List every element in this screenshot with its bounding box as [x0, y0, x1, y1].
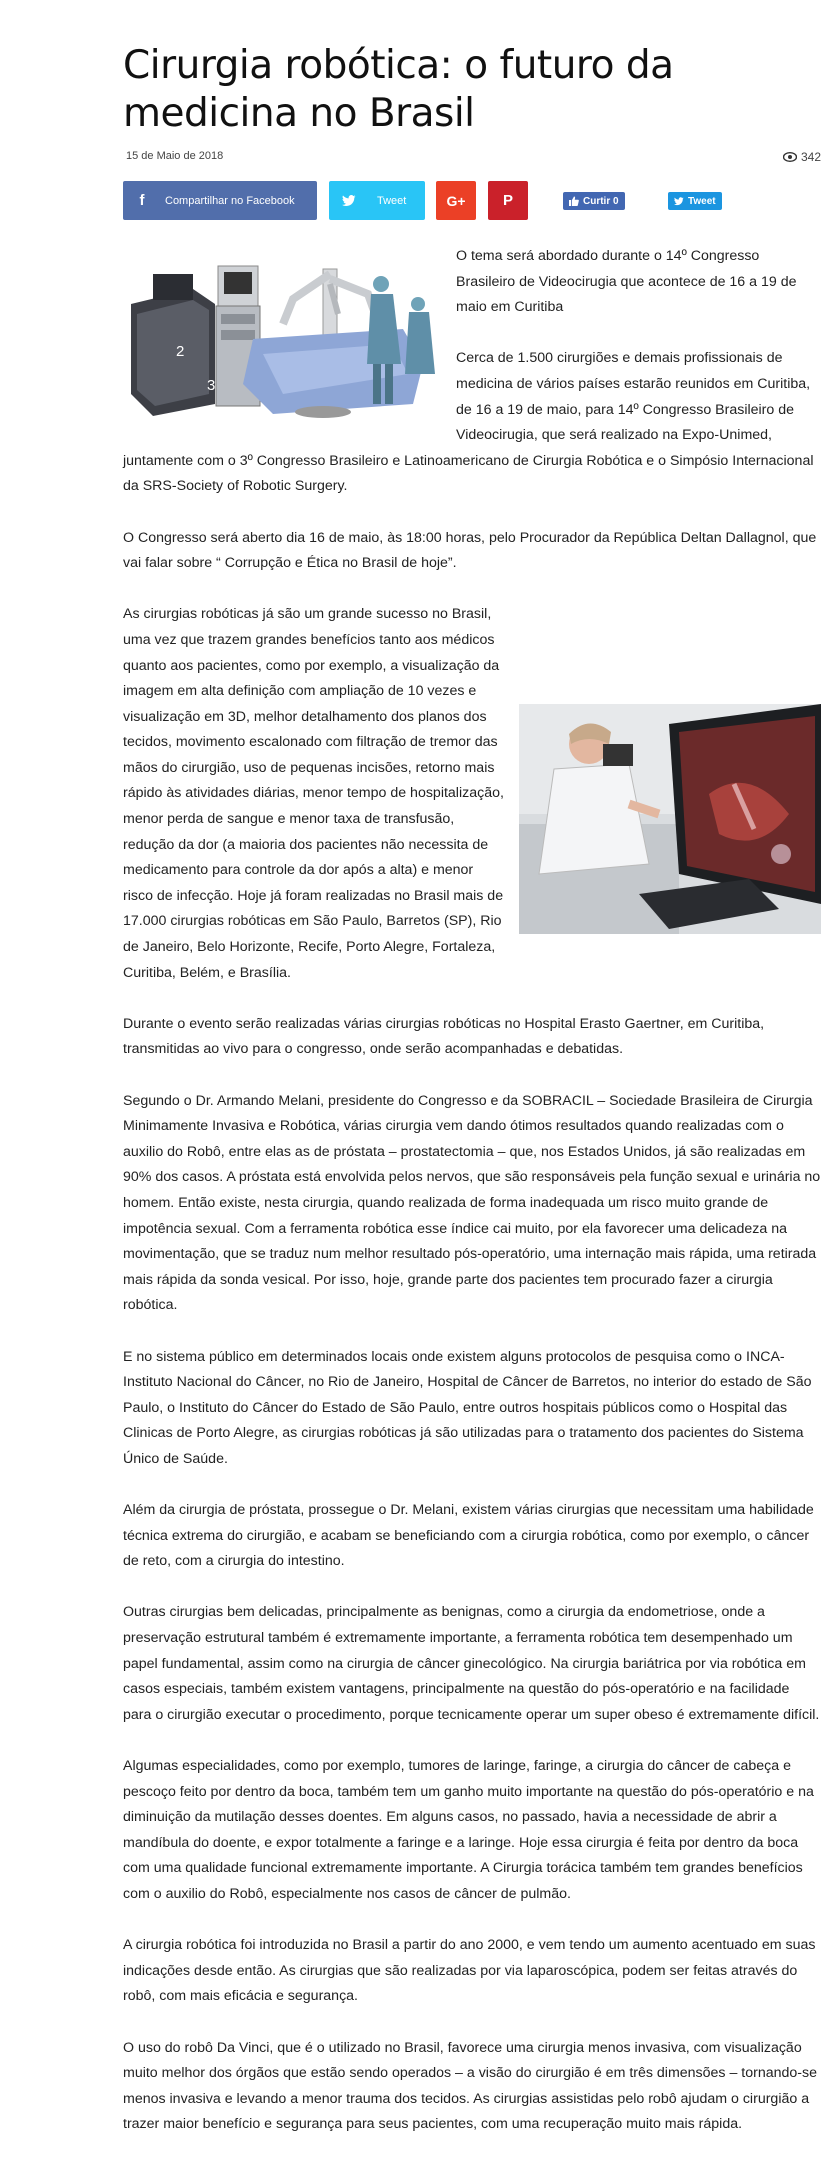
paragraph-3: O Congresso será aberto dia 16 de maio, às 18:00 horas, pelo Procurador da República Deltan Dallagnol, que vai falar sobre “ Corrupção e Ética no Brasil de hoje”. [123, 529, 817, 572]
twitter-icon [329, 195, 369, 207]
view-count-value: 342 [800, 150, 821, 164]
paragraph-11: A cirurgia robótica foi introduzida no Brasil a partir do ano 2000, e vem tendo um aumento acentuado em suas indicações desde então. As cirurgias que são realizadas por via laparoscópica, podem ser feitas através do robô, com mais eficácia e segurança. [123, 1937, 816, 2005]
view-count [783, 150, 821, 164]
paragraph-5: Durante o evento serão realizadas várias cirurgias robóticas no Hospital Erasto Gaertner, em Curitiba, transmitidas ao vivo para o congresso, onde serão acompanhadas e debatidas. [123, 1015, 765, 1058]
tweet-small-button[interactable] [668, 192, 722, 210]
paragraph-12: O uso do robô Da Vinci, que é o utilizado no Brasil, favorece uma cirurgia menos invasiva, com visualização muito melhor dos órgãos que estão sendo operados – a visão do cirurgião é em três dimensões – tornando-se menos invasiva e levando a menor trauma dos tecidos. As cirurgias assistidas pelo robô ajudam o cirurgião a trazer maior benefício e segurança para seus pacientes, com uma recuperação muito mais rápida. [123, 2039, 818, 2133]
paragraph-7: E no sistema público em determinados locais onde existem alguns protocolos de pesquisa como o INCA- Instituto Nacional do Câncer, no Rio de Janeiro, Hospital de Câncer de Barretos, no interior do estado de São Paulo, o Instituto do Câncer do Estado de São Paulo, entre outros hospitais públicos como o Hospital das Clinicas de Porto Alegre, as cirurgias robóticas já são utilizadas para o tratamento dos pacientes do Sistema Único de Saúde. [123, 1348, 812, 1467]
pinterest-icon: P [502, 192, 513, 209]
paragraph-1: O tema será abordado durante o 14º Congresso Brasileiro de Videocirugia que acontece de 16 a 19 de maio em Curitiba [456, 248, 797, 316]
paragraph-4-block [123, 602, 821, 986]
facebook-icon: f [139, 192, 145, 209]
paragraph-10: Algumas especialidades, como por exemplo, tumores de laringe, faringe, a cirurgia do câncer de cabeça e pescoço feito por dentro da boca, também tem um ganho muito importante na questão do pós-operatório e na diminuição da mutilação desses doentes. Em alguns casos, no passado, havia a necessidade de abrir a mandíbula do doente, e expor totalmente a faringe e a laringe. Hoje essa cirurgia é feita por dentro da boca com uma qualidade funcional extremamente importante. A Cirurgia torácica também tem grandes benefícios com o auxilio do Robô, especialmente nos casos de câncer de pulmão. [123, 1758, 814, 1902]
facebook-like-button[interactable] [563, 192, 625, 210]
share-pinterest-button[interactable] [488, 181, 528, 220]
surgeon-console-photo [519, 704, 821, 934]
article-body [123, 244, 821, 2164]
facebook-like-label: Curtir 0 [583, 195, 619, 207]
robot-label-3: 3 [207, 377, 216, 394]
paragraph-6: Segundo o Dr. Armando Melani, presidente do Congresso e da SOBRACIL – Sociedade Brasileira de Cirurgia Minimamente Invasiva e Robótica, várias cirurgia vem dando ótimos resultados quando realizadas com o auxilio do Robô, entre elas as de próstata – prostatectomia – que, nos Estados Unidos, já são realizadas em 90% dos casos. A próstata está envolvida pelos nervos, que são responsáveis pela função sexual e urinária no homem. Então existe, nesta cirurgia, quando realizada de forma inadequada um risco muito grande de impotência sexual. Com a ferramenta robótica esse índice cai muito, por ela favorecer uma delicadeza na movimentação, que se traduz num melhor resultado pós-operatório, uma internação mais rápida, uma retirada mais rápida da sonda vesical. Por isso, hoje, grande parte dos pacientes tem procurado fazer a cirurgia robótica. [123, 1092, 821, 1314]
paragraph-9: Outras cirurgias bem delicadas, principalmente as benignas, como a cirurgia da endometriose, onde a preservação estrutural também é extremamente importante, a ferramenta robótica tem desempenhado um papel fundamental, assim como na cirurgia de câncer ginecológico. Na cirurgia bariátrica por via robótica em casos especiais, também existem vantagens, principalmente na questão do pós-operatório e na facilidade para o cirurgião executar o procedimento, porque tecnicamente operar um super obeso é extremamente difícil. [123, 1604, 820, 1723]
share-facebook-button[interactable] [123, 181, 317, 220]
twitter-small-icon [674, 197, 684, 206]
paragraph-8: Além da cirurgia de próstata, prossegue o Dr. Melani, existem várias cirurgias que necessitam uma habilidade técnica extrema do cirurgião, e acabam se beneficiando com a cirurgia robótica, como por exemplo, o câncer de reto, com a cirurgia do intestino. [123, 1502, 814, 1570]
share-bar [123, 181, 821, 220]
eye-icon [783, 152, 797, 162]
thumbs-up-icon [569, 196, 579, 206]
share-twitter-label: Tweet [377, 194, 407, 207]
tweet-small-label: Tweet [688, 195, 716, 207]
paragraph-2: Cerca de 1.500 cirurgiões e demais profissionais de medicina de vários países estarão reunidos em Curitiba, de 16 a 19 de maio, para 14º Congresso Brasileiro de Videocirugia, que será realizado na Expo-Unimed, juntamente com o 3º Congresso Brasileiro e Latinoamericano de Cirurgia Robótica e o Simpósio Internacional da SRS-Society of Robotic Surgery. [123, 350, 814, 495]
share-facebook-label: Compartilhar no Facebook [165, 194, 295, 207]
paragraph-4: As cirurgias robóticas já são um grande sucesso no Brasil, uma vez que trazem grandes benefícios tanto aos médicos quanto aos pacientes, como por exemplo, a visualização da imagem em alta definição com ampliação de 10 vezes e visualização em 3D, melhor detalhamento dos planos dos tecidos, movimento escalonado com filtração de tremor das mãos do cirurgião, uso de pequenas incisões, retorno mais rápido às atividades diárias, menor tempo de hospitalização, menor perda de sangue e menor taxa de transfusão, redução da dor (a maioria dos pacientes não necessita de medicamento para controle da dor após a alta) e menor risco de infecção. Hoje já foram realizadas no Brasil mais de 17.000 cirurgias robóticas em São Paulo, Barretos (SP), Rio de Janeiro, Belo Horizonte, Recife, Porto Alegre, Fortaleza, Curitiba, Belém, e Brasília. [123, 606, 504, 981]
googleplus-icon: G+ [446, 192, 466, 209]
share-googleplus-button[interactable] [436, 181, 476, 220]
robotic-surgery-image [123, 244, 441, 420]
page-title: Cirurgia robótica: o futuro da medicina no Brasil [123, 43, 674, 136]
robot-label-2: 2 [176, 343, 185, 360]
post-date: 15 de Maio de 2018 [126, 150, 224, 162]
share-twitter-button[interactable] [329, 181, 425, 220]
